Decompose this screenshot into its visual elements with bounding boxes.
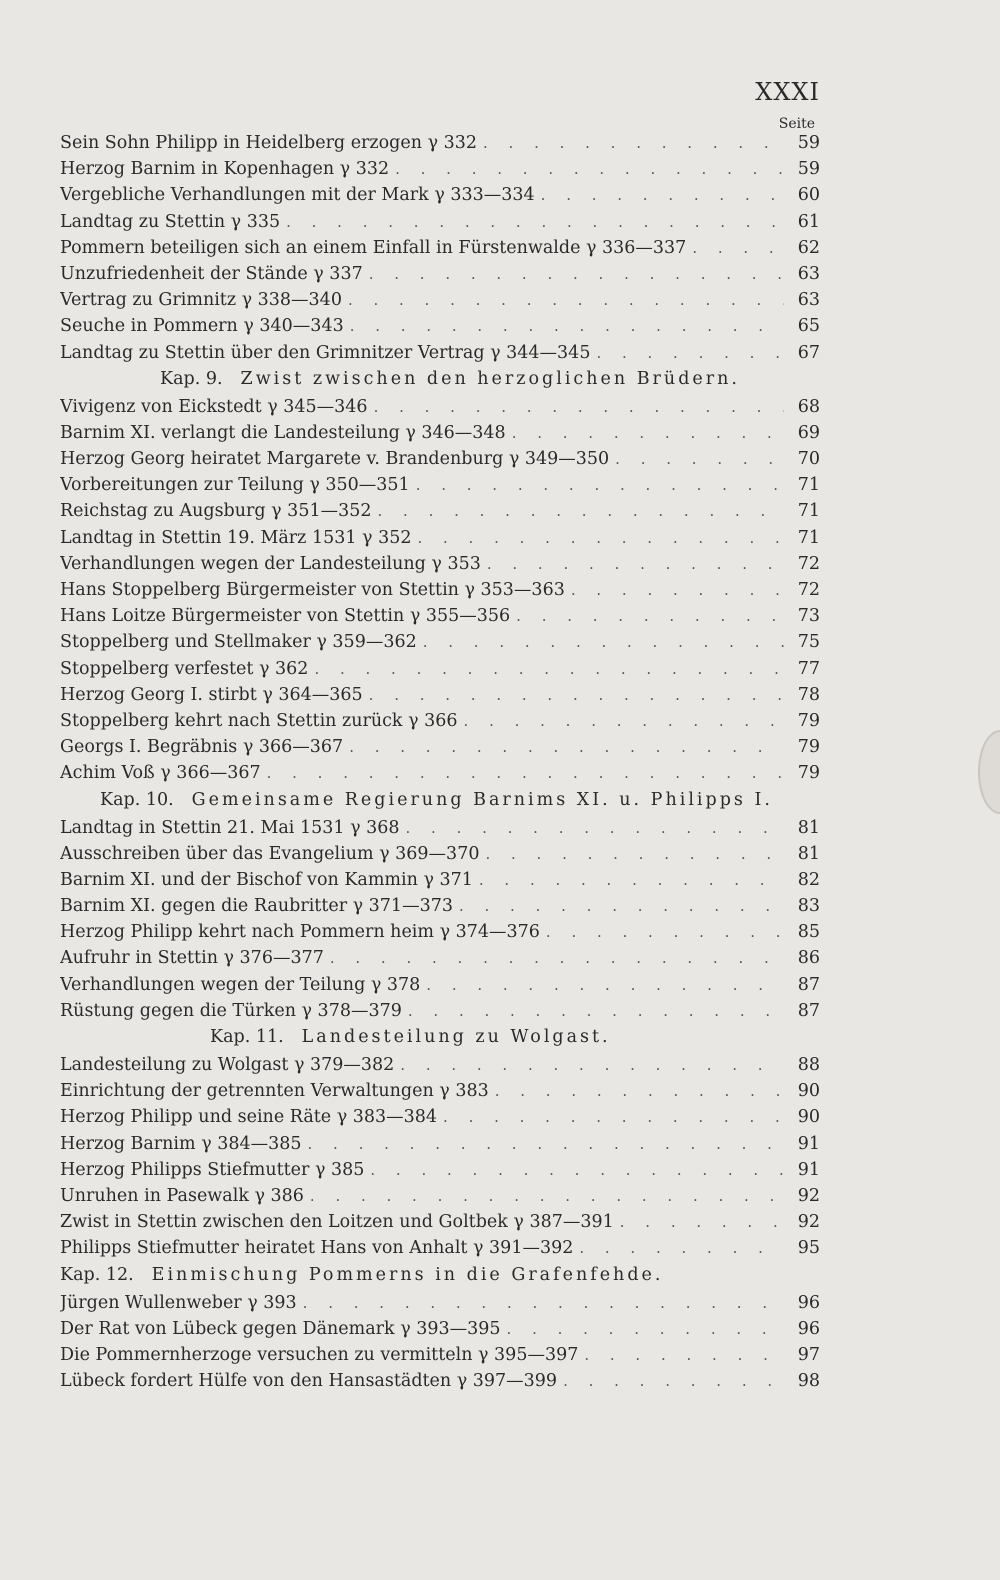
toc-entry	[60, 606, 820, 632]
toc-entry	[60, 948, 820, 974]
toc-entry-page: 72	[797, 580, 820, 600]
dot-leader	[369, 265, 784, 283]
dot-leader	[395, 160, 784, 178]
dot-leader	[546, 923, 784, 941]
toc-entry	[60, 922, 820, 948]
toc-entry-title: Ausschreiben über das Evangelium γ 369—370	[60, 843, 480, 864]
toc-entry	[60, 1319, 820, 1345]
toc-entry	[60, 1212, 820, 1238]
toc-entry-title: Stoppelberg verfestet γ 362	[60, 658, 309, 679]
toc-entry	[60, 185, 820, 211]
chapter-title: Landesteilung zu Wolgast.	[301, 1027, 611, 1047]
toc-entry-page: 67	[797, 342, 820, 363]
toc-entry-title: Lübeck fordert Hülfe von den Hansastädten γ 397—399	[60, 1371, 558, 1392]
toc-entry-page: 61	[797, 211, 820, 232]
toc-entry	[60, 1160, 820, 1186]
dot-leader	[485, 845, 784, 863]
toc-entry-title: Einrichtung der getrennten Verwaltungen γ 383	[60, 1081, 489, 1102]
toc-entry-page: 65	[797, 316, 820, 337]
toc-entry-title: Jürgen Wullenweber γ 393	[60, 1292, 297, 1313]
chapter-label: Kap. 11.	[210, 1027, 284, 1047]
dot-leader	[571, 581, 784, 599]
toc-entry-title: Pommern beteiligen sich an einem Einfall in Fürstenwalde γ 336—337	[60, 237, 687, 258]
toc-entry-title: Reichstag zu Augsburg γ 351—352	[60, 501, 372, 522]
toc-entry-title: Zwist in Stettin zwischen den Loitzen und Goltbek γ 387—391	[60, 1212, 614, 1233]
dot-leader	[423, 633, 784, 651]
toc-entry-page: 70	[797, 449, 820, 470]
toc-entry	[60, 1107, 820, 1133]
dot-leader	[308, 1135, 784, 1153]
toc-entry	[60, 844, 820, 870]
table-of-contents	[60, 133, 820, 1397]
dot-leader	[620, 1213, 784, 1231]
toc-entry	[60, 264, 820, 290]
toc-entry-title: Herzog Barnim γ 384—385	[60, 1133, 302, 1154]
dot-leader	[408, 1002, 784, 1020]
dot-leader	[349, 738, 784, 756]
chapter-heading	[60, 1027, 820, 1055]
dot-leader	[541, 186, 784, 204]
dot-leader	[416, 476, 784, 494]
toc-entry-title: Hans Stoppelberg Bürgermeister von Stettin γ 353—363	[60, 580, 565, 600]
toc-entry	[60, 870, 820, 896]
toc-entry-page: 79	[797, 737, 820, 758]
dot-leader	[459, 897, 784, 915]
toc-entry	[60, 1293, 820, 1319]
toc-entry-page: 91	[797, 1133, 820, 1154]
dot-leader	[507, 1320, 784, 1338]
toc-entry-page: 60	[797, 185, 820, 206]
toc-entry	[60, 1371, 820, 1397]
toc-entry	[60, 1186, 820, 1212]
toc-entry-title: Hans Loitze Bürgermeister von Stettin γ 355—356	[60, 606, 511, 627]
dot-leader	[369, 686, 784, 704]
toc-entry-page: 87	[797, 1000, 820, 1021]
dot-leader	[370, 1161, 784, 1179]
dot-leader	[267, 764, 784, 782]
chapter-heading	[60, 790, 820, 818]
toc-entry-page: 71	[797, 501, 820, 522]
toc-entry-title: Landesteilung zu Wolgast γ 379—382	[60, 1055, 395, 1075]
dot-leader	[579, 1239, 784, 1257]
toc-entry-title: Vorbereitungen zur Teilung γ 350—351	[60, 475, 410, 496]
dot-leader	[406, 819, 785, 837]
dot-leader	[310, 1187, 784, 1205]
dot-leader	[426, 976, 784, 994]
toc-entry-page: 81	[797, 817, 820, 838]
dot-leader	[464, 712, 784, 730]
toc-entry-page: 92	[797, 1185, 820, 1206]
toc-entry-page: 62	[797, 237, 820, 258]
toc-entry-title: Vergebliche Verhandlungen mit der Mark γ 333—334	[60, 185, 535, 206]
chapter-title: Einmischung Pommerns in die Grafenfehde.	[151, 1264, 664, 1285]
toc-entry-title: Stoppelberg und Stellmaker γ 359—362	[60, 632, 417, 653]
toc-entry	[60, 423, 820, 449]
toc-entry-page: 77	[797, 658, 820, 679]
dot-leader	[350, 317, 784, 335]
toc-entry-page: 91	[797, 1159, 820, 1180]
toc-entry	[60, 212, 820, 238]
toc-entry	[60, 133, 820, 159]
toc-entry-page: 86	[797, 948, 820, 969]
toc-entry-title: Herzog Georg heiratet Margarete v. Brandenburg γ 349—350	[60, 449, 610, 470]
dot-leader	[348, 291, 784, 309]
toc-entry-title: Herzog Philipp und seine Räte γ 383—384	[60, 1107, 438, 1128]
toc-entry-page: 79	[797, 710, 820, 731]
toc-entry-title: Landtag in Stettin 19. März 1531 γ 352	[60, 527, 412, 548]
chapter-title: Zwist zwischen den herzoglichen Brüdern.	[240, 368, 740, 389]
toc-entry	[60, 896, 820, 922]
toc-entry-page: 78	[797, 684, 820, 705]
dot-leader	[314, 660, 784, 678]
toc-entry-title: Der Rat von Lübeck gegen Dänemark γ 393—395	[60, 1318, 501, 1339]
toc-entry-title: Landtag zu Stettin über den Grimnitzer Vertrag γ 344—345	[60, 342, 591, 363]
toc-entry-page: 98	[797, 1371, 820, 1392]
toc-entry	[60, 975, 820, 1001]
toc-entry	[60, 1134, 820, 1160]
toc-entry-title: Verhandlungen wegen der Teilung γ 378	[60, 974, 421, 995]
toc-entry	[60, 1238, 820, 1264]
toc-entry	[60, 528, 820, 554]
dot-leader	[596, 344, 784, 362]
toc-entry	[60, 316, 820, 342]
dot-leader	[584, 1346, 784, 1364]
toc-entry-page: 96	[797, 1318, 820, 1339]
dot-leader	[374, 398, 784, 416]
chapter-label: Kap. 9.	[160, 368, 223, 389]
toc-entry-page: 90	[797, 1081, 820, 1102]
toc-entry-title: Sein Sohn Philipp in Heidelberg erzogen γ 332	[60, 133, 477, 153]
toc-entry	[60, 580, 820, 606]
toc-entry-title: Vertrag zu Grimnitz γ 338—340	[60, 290, 342, 311]
toc-entry-title: Herzog Philipps Stiefmutter γ 385	[60, 1159, 365, 1180]
dot-leader	[495, 1082, 784, 1100]
dot-leader	[330, 949, 784, 967]
toc-entry-title: Stoppelberg kehrt nach Stettin zurück γ 366	[60, 710, 458, 731]
chapter-label: Kap. 10.	[100, 789, 174, 810]
dot-leader	[378, 502, 785, 520]
toc-entry-page: 88	[797, 1055, 820, 1075]
toc-entry	[60, 632, 820, 658]
toc-entry	[60, 711, 820, 737]
dot-leader	[615, 450, 784, 468]
toc-entry-title: Unruhen in Pasewalk γ 386	[60, 1185, 304, 1206]
toc-entry-title: Die Pommernherzoge versuchen zu vermitteln γ 395—397	[60, 1344, 579, 1365]
toc-entry-page: 59	[797, 159, 820, 180]
toc-entry-title: Verhandlungen wegen der Landesteilung γ 353	[60, 553, 481, 574]
toc-entry-title: Herzog Barnim in Kopenhagen γ 332	[60, 159, 390, 180]
toc-entry-page: 92	[797, 1212, 820, 1233]
toc-entry	[60, 501, 820, 527]
toc-entry-title: Barnim XI. und der Bischof von Kammin γ 371	[60, 869, 473, 890]
toc-entry	[60, 685, 820, 711]
toc-entry	[60, 1081, 820, 1107]
toc-entry-page: 68	[797, 396, 820, 417]
dot-leader	[417, 529, 784, 547]
toc-entry	[60, 1001, 820, 1027]
toc-entry-title: Herzog Georg I. stirbt γ 364—365	[60, 684, 363, 705]
toc-entry-page: 97	[797, 1344, 820, 1365]
toc-entry	[60, 818, 820, 844]
dot-leader	[400, 1056, 784, 1074]
toc-entry	[60, 159, 820, 185]
toc-entry-page: 71	[797, 475, 820, 496]
toc-entry-page: 75	[797, 632, 820, 653]
dot-leader	[563, 1372, 784, 1390]
toc-entry-title: Seuche in Pommern γ 340—343	[60, 316, 344, 337]
toc-entry-title: Aufruhr in Stettin γ 376—377	[60, 948, 324, 969]
toc-entry-page: 59	[797, 133, 820, 153]
dot-leader	[286, 213, 784, 231]
toc-entry	[60, 763, 820, 789]
toc-entry	[60, 554, 820, 580]
toc-entry-page: 96	[797, 1292, 820, 1313]
dot-leader	[479, 871, 784, 889]
toc-entry	[60, 659, 820, 685]
page-edge-mark	[978, 730, 1000, 814]
toc-entry-title: Herzog Philipp kehrt nach Pommern heim γ 374—376	[60, 922, 540, 943]
chapter-label: Kap. 12.	[60, 1264, 134, 1285]
toc-entry-page: 82	[797, 869, 820, 890]
dot-leader	[692, 239, 784, 257]
dot-leader	[483, 134, 784, 152]
toc-entry-title: Vivigenz von Eickstedt γ 345—346	[60, 396, 368, 417]
toc-entry-title: Landtag zu Stettin γ 335	[60, 211, 281, 232]
page-column-label: Seite	[778, 116, 815, 132]
dot-leader	[516, 607, 784, 625]
toc-entry	[60, 1055, 820, 1081]
toc-entry-page: 63	[797, 263, 820, 284]
toc-entry-page: 83	[797, 896, 820, 917]
toc-entry-page: 63	[797, 290, 820, 311]
dot-leader	[303, 1294, 784, 1312]
toc-entry-page: 85	[797, 922, 820, 943]
toc-entry	[60, 343, 820, 369]
toc-entry-title: Barnim XI. gegen die Raubritter γ 371—373	[60, 896, 453, 917]
toc-entry-page: 87	[797, 974, 820, 995]
dot-leader	[443, 1108, 784, 1126]
dot-leader	[487, 555, 784, 573]
toc-entry	[60, 290, 820, 316]
toc-entry	[60, 475, 820, 501]
page-number: XXXI	[755, 78, 820, 106]
toc-entry	[60, 737, 820, 763]
dot-leader	[512, 424, 784, 442]
toc-entry-page: 90	[797, 1107, 820, 1128]
toc-entry-title: Achim Voß γ 366—367	[60, 763, 261, 784]
toc-entry-page: 72	[797, 553, 820, 574]
chapter-title: Gemeinsame Regierung Barnims XI. u. Philipps I.	[191, 789, 773, 810]
toc-entry-title: Georgs I. Begräbnis γ 366—367	[60, 737, 344, 758]
toc-entry	[60, 397, 820, 423]
chapter-heading	[60, 1265, 820, 1293]
toc-entry	[60, 449, 820, 475]
toc-entry-title: Philipps Stiefmutter heiratet Hans von Anhalt γ 391—392	[60, 1238, 574, 1259]
toc-entry-page: 71	[797, 527, 820, 548]
toc-entry-page: 69	[797, 422, 820, 443]
chapter-heading	[60, 369, 820, 397]
toc-entry	[60, 1345, 820, 1371]
toc-entry-title: Unzufriedenheit der Stände γ 337	[60, 263, 363, 284]
toc-entry-page: 95	[797, 1238, 820, 1259]
toc-entry-title: Barnim XI. verlangt die Landesteilung γ 346—348	[60, 422, 506, 443]
toc-entry-page: 73	[797, 606, 820, 627]
toc-entry	[60, 238, 820, 264]
toc-entry-title: Landtag in Stettin 21. Mai 1531 γ 368	[60, 817, 400, 838]
toc-entry-page: 79	[797, 763, 820, 784]
toc-entry-title: Rüstung gegen die Türken γ 378—379	[60, 1000, 402, 1021]
toc-entry-page: 81	[797, 843, 820, 864]
